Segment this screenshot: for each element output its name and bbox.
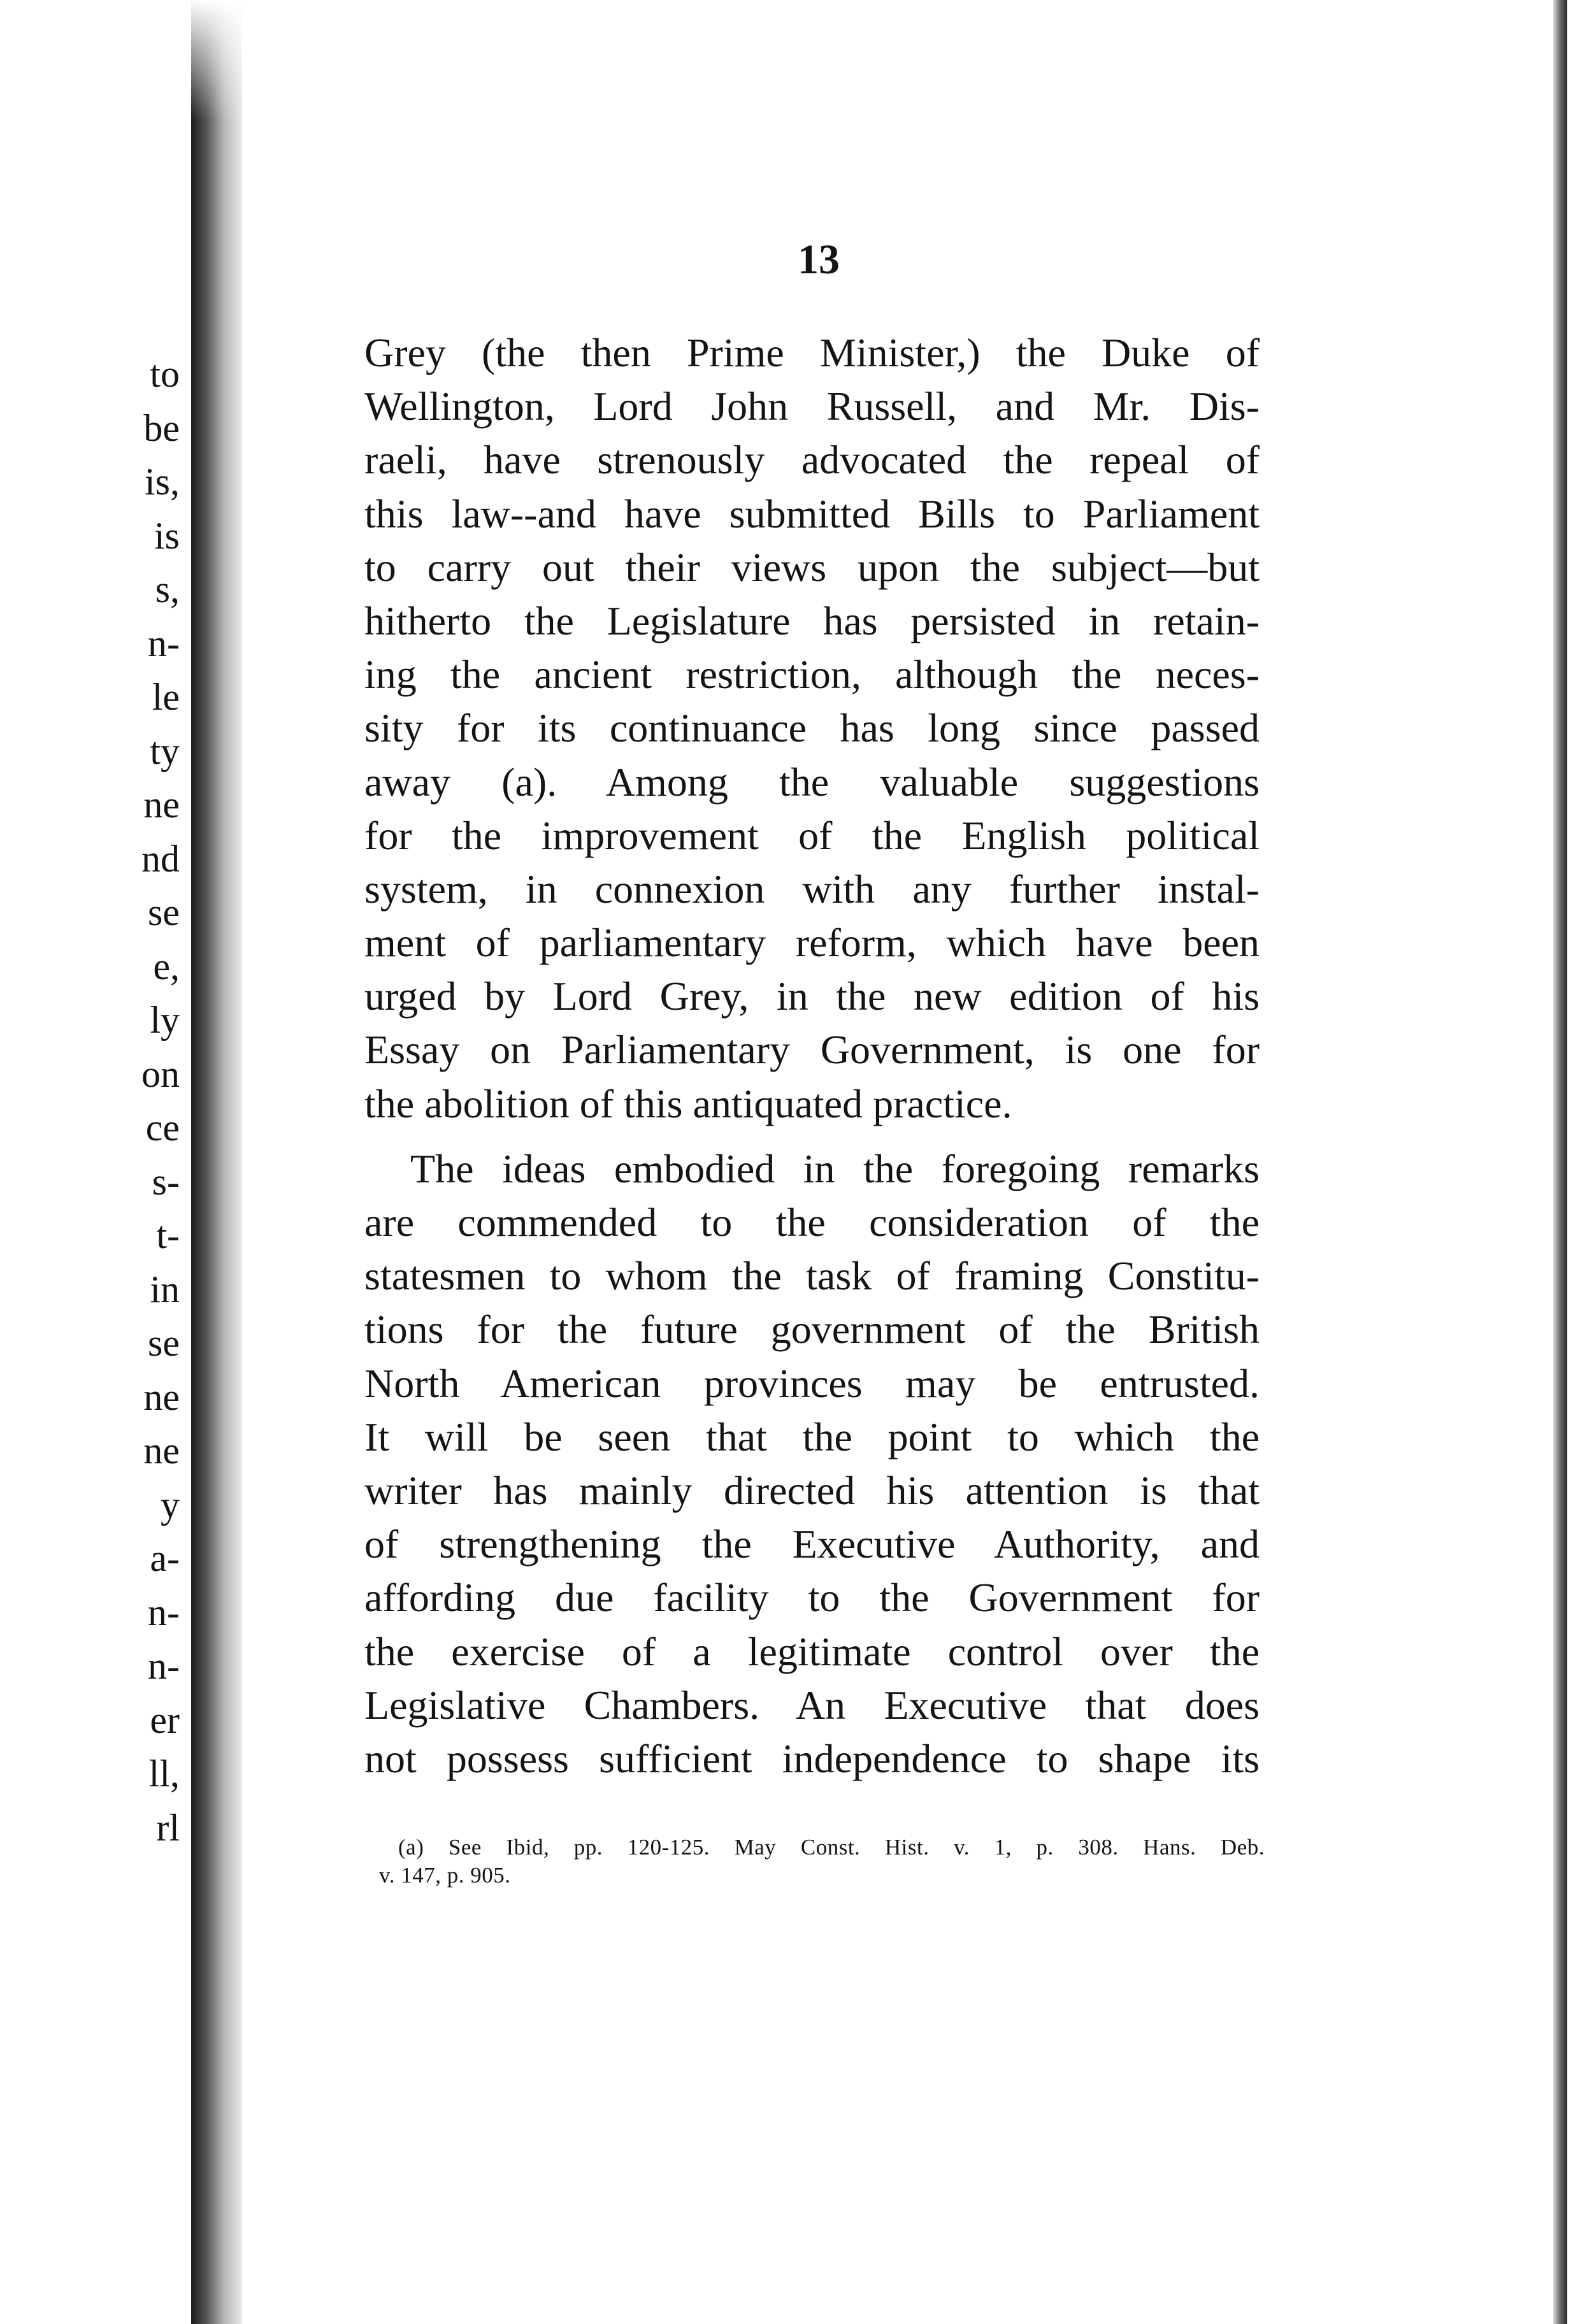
text-line: statesmen to whom the task of framing Constitu- (364, 1253, 1260, 1299)
fragment-line: t- (156, 1214, 180, 1256)
text-line: writer has mainly directed his attention is that (364, 1467, 1260, 1513)
book-gutter-shadow (191, 0, 242, 2324)
text-line: ing the ancient restriction, although the neces- (364, 652, 1260, 698)
footnote (379, 1833, 1265, 1890)
fragment-line: ne (143, 1375, 180, 1418)
facing-page (0, 0, 191, 2324)
fragment-line: n- (148, 622, 180, 664)
text-line: away (a). Among the valuable suggestions (364, 759, 1260, 805)
fragment-line: e, (153, 945, 180, 987)
text-line: are commended to the consideration of the (364, 1200, 1260, 1245)
fragment-line: in (150, 1268, 180, 1310)
fragment-line: is (154, 514, 180, 557)
body-text (364, 326, 1260, 1786)
fragment-line: er (150, 1698, 180, 1741)
fragment-line: on (141, 1052, 180, 1095)
fragment-line: n- (148, 1645, 180, 1687)
fragment-line: nd (141, 837, 180, 880)
fragment-line: to (150, 353, 180, 395)
text-line: of strengthening the Executive Authority, and (364, 1521, 1260, 1567)
text-line: It will be seen that the point to which the (364, 1414, 1260, 1460)
text-line: ment of parliamentary reform, which have been (364, 920, 1260, 966)
footnote-line: (a) See Ibid, pp. 120-125. May Const. Hist. v. 1, p. 308. Hans. Deb. (398, 1835, 1265, 1860)
text-line: urged by Lord Grey, in the new edition of his (364, 973, 1260, 1019)
footnote-line: v. 147, p. 905. (379, 1863, 511, 1888)
gutter-fade (191, 0, 242, 121)
fragment-line: ne (143, 1430, 180, 1472)
fragment-line: ty (150, 729, 180, 772)
facing-page-text-fragments (0, 347, 191, 1854)
fragment-line: ne (143, 784, 180, 826)
fragment-line: s, (155, 568, 180, 610)
fragment-line: be (143, 406, 180, 449)
fragment-line: se (148, 1322, 180, 1364)
text-line: affording due facility to the Government for (364, 1575, 1260, 1621)
text-line: tions for the future government of the British (364, 1307, 1260, 1352)
text-line: North American provinces may be entrusted. (364, 1360, 1260, 1406)
fragment-line: s- (152, 1160, 180, 1203)
paragraph-gap (364, 1131, 1260, 1142)
fragment-line: se (148, 891, 180, 933)
page-number: 13 (798, 236, 840, 283)
page-edge-shadow (1553, 0, 1567, 2324)
text-line: this law--and have submitted Bills to Parliament (364, 491, 1260, 536)
text-line: raeli, have strenously advocated the repeal of (364, 437, 1260, 483)
text-line: Wellington, Lord John Russell, and Mr. Dis- (364, 384, 1260, 429)
text-line: the exercise of a legitimate control over the (364, 1628, 1260, 1674)
text-line: Legislative Chambers. An Executive that does (364, 1682, 1260, 1728)
text-line: The ideas embodied in the foregoing remarks (410, 1145, 1260, 1191)
fragment-line: a- (150, 1537, 180, 1579)
paragraph-1 (364, 326, 1260, 1131)
text-line: sity for its continuance has long since passed (364, 705, 1260, 751)
fragment-line: n- (148, 1591, 180, 1633)
text-line: Essay on Parliamentary Government, is one for (364, 1027, 1260, 1073)
text-line: to carry out their views upon the subject—but (364, 544, 1260, 590)
fragment-line: ce (145, 1107, 180, 1149)
text-line: the abolition of this antiquated practice. (364, 1080, 1012, 1126)
text-line: not possess sufficient independence to shape its (364, 1735, 1260, 1781)
fragment-line: rl (156, 1806, 180, 1849)
text-line: system, in connexion with any further instal- (364, 866, 1260, 912)
fragment-line: y (161, 1483, 180, 1526)
text-line: for the improvement of the English political (364, 812, 1260, 858)
text-line: Grey (the then Prime Minister,) the Duke of (364, 330, 1260, 375)
fragment-line: ly (150, 999, 180, 1041)
fragment-line: is, (144, 461, 180, 503)
text-line: hitherto the Legislature has persisted in retain- (364, 598, 1260, 643)
fragment-line: le (152, 676, 180, 718)
fragment-line: ll, (148, 1753, 180, 1795)
paragraph-2 (364, 1142, 1260, 1786)
